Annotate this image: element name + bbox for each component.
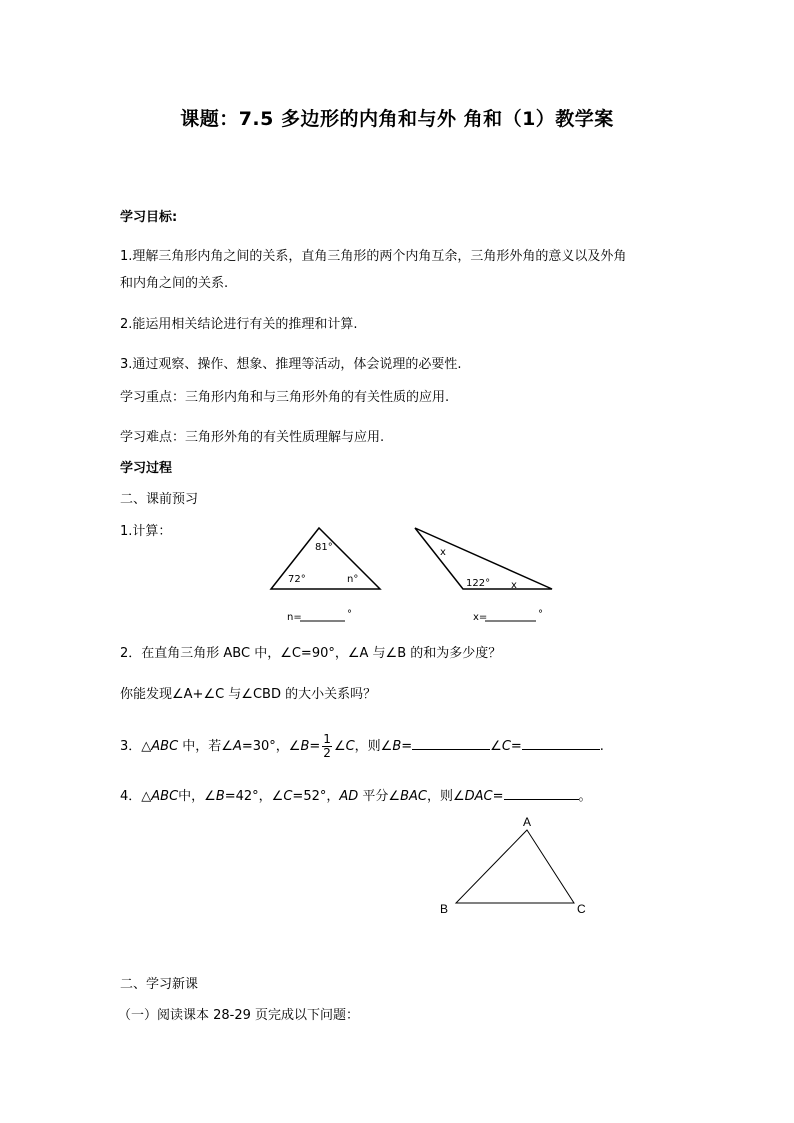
triangle-2-right-angle: x bbox=[511, 580, 517, 591]
triangle-2-answer-suffix: ° bbox=[538, 609, 543, 620]
q4-mid5: ，则∠ bbox=[426, 789, 465, 804]
difficulty: 学习难点：三角形外角的有关性质理解与应用. bbox=[120, 430, 385, 445]
objective-2: 2.能运用相关结论进行有关的推理和计算. bbox=[120, 317, 358, 332]
objectives-heading: 学习目标: bbox=[120, 210, 178, 225]
question-2-line-1: 2．在直角三角形 ABC 中，∠C=90°，∠A 与∠B 的和为多少度？ bbox=[120, 646, 502, 661]
q4-mid1: 中，∠ bbox=[178, 789, 216, 804]
q4-c: C bbox=[283, 789, 293, 804]
process-heading: 学习过程 bbox=[120, 461, 173, 476]
page-title: 课题：7.5 多边形的内角和与外 角和（1）教学案 bbox=[180, 108, 614, 130]
triangle-abc bbox=[456, 830, 574, 903]
q3-a: A bbox=[232, 739, 242, 754]
question-3 bbox=[120, 733, 604, 760]
triangle-1-answer-prefix: n= bbox=[287, 612, 302, 623]
q4-bac: BAC bbox=[400, 789, 427, 804]
q3-b2: B bbox=[392, 739, 402, 754]
triangle-2-answer-prefix: x= bbox=[473, 612, 488, 623]
q4-ad: AD bbox=[339, 789, 359, 804]
q3-mid3: = bbox=[309, 739, 321, 754]
q3-mid4: ∠ bbox=[333, 739, 346, 754]
vertex-b-label: B bbox=[440, 902, 449, 916]
q3-blank-c[interactable] bbox=[522, 737, 600, 750]
triangle-1-top-angle: 81° bbox=[315, 542, 333, 553]
triangle-1-right-angle: n° bbox=[347, 574, 359, 585]
q3-fraction bbox=[322, 733, 332, 760]
q4-mid6: = bbox=[492, 789, 504, 804]
q3-mid5: ，则∠ bbox=[354, 739, 393, 754]
q3-abc: ABC bbox=[151, 739, 179, 754]
triangle-1-left-angle: 72° bbox=[288, 574, 306, 585]
q4-end: 。 bbox=[578, 789, 592, 804]
q4-dac: DAC bbox=[464, 789, 493, 804]
q4-abc: ABC bbox=[151, 789, 179, 804]
triangle-1-answer-suffix: ° bbox=[347, 609, 352, 620]
q3-mid7: ∠ bbox=[490, 739, 502, 754]
q3-c2: C bbox=[501, 739, 511, 754]
preview-heading: 二、课前预习 bbox=[120, 492, 199, 507]
q4-b: B bbox=[215, 789, 225, 804]
q4-blank[interactable] bbox=[504, 787, 579, 800]
key-point: 学习重点：三角形内角和与三角形外角的有关性质的应用. bbox=[120, 390, 450, 405]
q3-mid6: = bbox=[401, 739, 413, 754]
objective-1-line-2: 和内角之间的关系. bbox=[120, 276, 229, 291]
q3-blank-b[interactable] bbox=[412, 737, 490, 750]
q3-mid8: = bbox=[510, 739, 522, 754]
triangle-2-obtuse-angle: 122° bbox=[466, 578, 491, 589]
question-2-line-2: 你能发现∠A+∠C 与∠CBD 的大小关系吗？ bbox=[120, 687, 377, 702]
vertex-a-label: A bbox=[523, 815, 532, 829]
q3-prefix: 3．△ bbox=[120, 739, 152, 754]
q4-prefix: 4．△ bbox=[120, 789, 152, 804]
triangle-2-top-angle: x bbox=[440, 547, 446, 558]
q3-frac-den: 2 bbox=[323, 746, 331, 760]
reading-instruction: （一）阅读课本 28-29 页完成以下问题： bbox=[118, 1008, 360, 1023]
q3-frac-num: 1 bbox=[323, 732, 331, 746]
objective-1-line-1: 1.理解三角形内角之间的关系，直角三角形的两个内角互余，三角形外角的意义以及外角 bbox=[120, 249, 627, 264]
question-1-label: 1.计算： bbox=[120, 524, 172, 539]
vertex-c-label: C bbox=[577, 902, 586, 916]
q4-mid2: =42°，∠ bbox=[224, 789, 284, 804]
q3-end: . bbox=[599, 739, 604, 754]
question-4 bbox=[120, 785, 592, 804]
objective-3: 3.通过观察、操作、想象、推理等活动，体会说理的必要性. bbox=[120, 357, 462, 372]
q3-b: B bbox=[300, 739, 310, 754]
q3-c: C bbox=[345, 739, 355, 754]
q4-mid3: =52°， bbox=[292, 789, 340, 804]
new-lesson-heading: 二、学习新课 bbox=[120, 977, 199, 992]
q4-mid4: 平分∠ bbox=[358, 789, 401, 804]
q3-mid1: 中，若∠ bbox=[178, 739, 233, 754]
q3-mid2: =30°，∠ bbox=[241, 739, 301, 754]
